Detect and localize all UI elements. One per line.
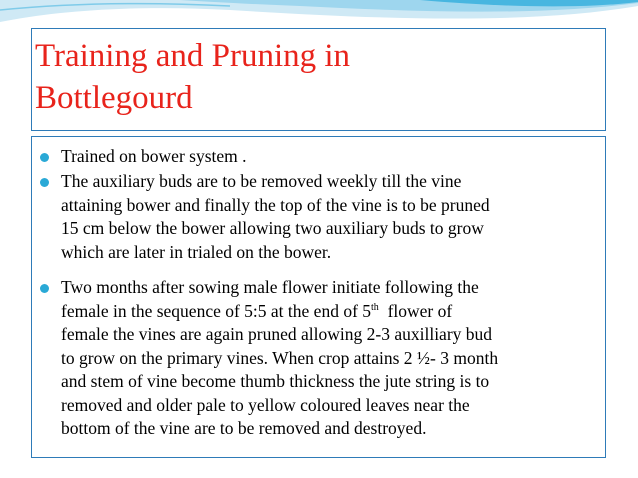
- bullet-line: Trained on bower system .: [61, 146, 247, 166]
- title-box: [31, 28, 606, 131]
- title-line-2: Bottlegourd: [35, 80, 193, 116]
- bullet-line: attaining bower and finally the top of the vine is to be pruned: [61, 194, 490, 215]
- bullet-line: and stem of vine become thumb thickness the jute string is to: [61, 371, 490, 391]
- bullet-line-text: flower of: [378, 300, 453, 321]
- bullet-line: female the vines are again pruned allowing 2-3 auxilliary bud: [61, 324, 493, 344]
- bullet-text: [61, 170, 601, 264]
- content-box: [31, 136, 606, 458]
- bullet-line: bottom of the vine are to be removed and destroyed.: [61, 418, 427, 438]
- slide-title: [35, 35, 575, 119]
- bullet-dot-icon: [40, 153, 49, 162]
- title-line-1: Training and Pruning in: [35, 38, 351, 74]
- superscript-th: th: [371, 301, 379, 313]
- bullet-line: The auxiliary buds are to be removed weekly till the vine: [61, 171, 462, 191]
- bullet-line: 15 cm below the bower allowing two auxiliary buds to grow: [61, 218, 484, 238]
- bullet-line: [61, 300, 601, 324]
- bullet-dot-icon: [40, 284, 49, 293]
- bullet-line: Two months after sowing male flower initiate following the: [61, 277, 479, 297]
- bullet-line-text: female in the sequence of 5:5 at the end of 5: [61, 300, 372, 321]
- bullet-line: removed and older pale to yellow coloured leaves near the: [61, 394, 470, 415]
- bullet-text: [61, 145, 601, 169]
- bullet-text: [61, 276, 601, 441]
- bullet-line: to grow on the primary vines. When crop attains 2 ½- 3 month: [61, 347, 499, 368]
- bullet-dot-icon: [40, 178, 49, 187]
- bullet-line: which are later in trialed on the bower.: [61, 241, 332, 262]
